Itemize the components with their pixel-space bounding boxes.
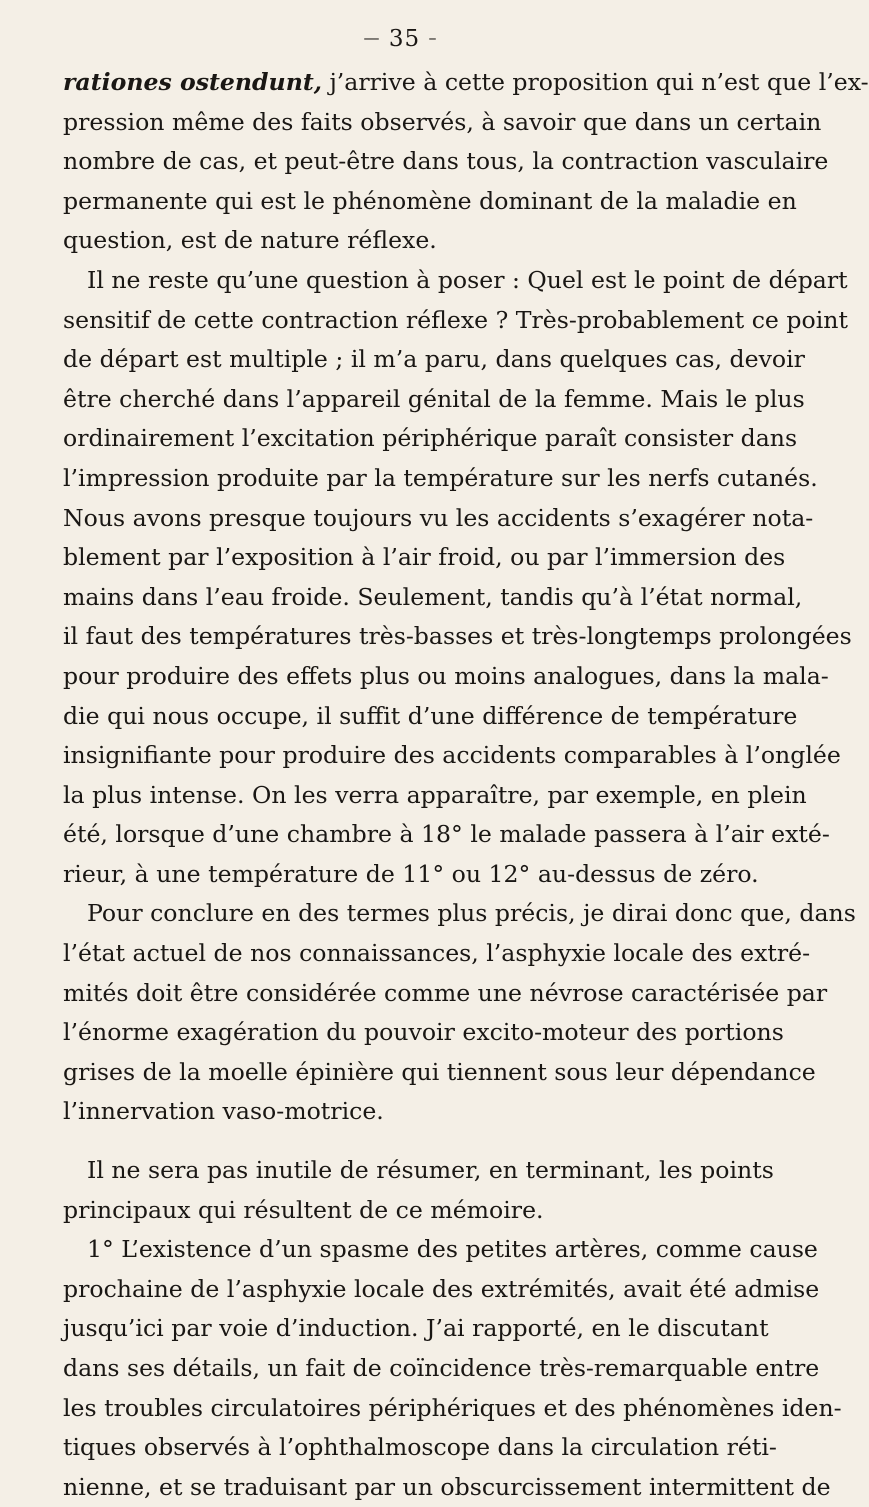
text-line: l’innervation vaso-motrice.	[63, 1097, 384, 1126]
text-line: mains dans l’eau froide. Seulement, tandis qu’à l’état normal,	[63, 582, 803, 611]
latin-phrase: rationes ostendunt,	[63, 68, 322, 96]
text-line: sensitif de cette contraction réflexe ? Très-probablement ce point	[63, 305, 848, 334]
text-line: question, est de nature réflexe.	[63, 226, 437, 255]
text-line: être cherché dans l’appareil génital de la femme. Mais le plus	[63, 384, 805, 413]
text-line: jusqu’ici par voie d’induction. J’ai rapporté, en le discutant	[63, 1314, 769, 1343]
text-line: grises de la moelle épinière qui tiennent sous leur dépendance	[63, 1057, 816, 1086]
text-line: l’état actuel de nos connaissances, l’asphyxie locale des extré-	[63, 939, 811, 968]
text-line: prochaine de l’asphyxie locale des extrémités, avait été admise	[63, 1274, 820, 1303]
body-text	[63, 63, 869, 1507]
text-line: la plus intense. On les verra apparaître, par exemple, en plein	[63, 780, 807, 809]
text-line: nombre de cas, et peut-être dans tous, la contraction vasculaire	[63, 147, 829, 176]
text-line: Il ne sera pas inutile de résumer, en terminant, les points	[87, 1156, 774, 1185]
text-line: blement par l’exposition à l’air froid, ou par l’immersion des	[63, 543, 786, 572]
text-line: tiques observés à l’ophthalmoscope dans la circulation réti-	[63, 1433, 777, 1462]
text-line: l’impression produite par la température sur les nerfs cutanés.	[63, 463, 818, 492]
text-line: permanente qui est le phénomène dominant de la maladie en	[63, 186, 797, 215]
text-line: Nous avons presque toujours vu les accidents s’exagérer nota-	[63, 503, 814, 532]
text-line: de départ est multiple ; il m’a paru, dans quelques cas, devoir	[63, 345, 805, 374]
page-number-dash-left: —	[363, 28, 381, 47]
text-line: 1° L’existence d’un spasme des petites artères, comme cause	[87, 1235, 818, 1264]
text-line: pour produire des effets plus ou moins analogues, dans la mala-	[63, 661, 829, 690]
text-line: l’énorme exagération du pouvoir excito-moteur des portions	[63, 1018, 784, 1047]
text-line: principaux qui résultent de ce mémoire.	[63, 1195, 544, 1224]
text-line: pression même des faits observés, à savoir que dans un certain	[63, 107, 822, 136]
page-number-dash-right: –	[428, 28, 438, 47]
text-line: Pour conclure en des termes plus précis, je dirai donc que, dans	[87, 899, 856, 928]
text-line: dans ses détails, un fait de coïncidence très-remarquable entre	[63, 1354, 820, 1382]
text-line: insignifiante pour produire des accidents comparables à l’onglée	[63, 741, 841, 770]
text-line: die qui nous occupe, il suffit d’une différence de température	[63, 701, 798, 730]
text-line: mités doit être considérée comme une névrose caractérisée par	[63, 978, 828, 1007]
page-number-value: 35	[388, 26, 421, 52]
text-line: les troubles circulatoires périphériques et des phénomènes iden-	[63, 1393, 842, 1422]
text-line: il faut des températures très-basses et très-longtemps prolongées	[63, 622, 852, 651]
text-line: rationes ostendunt, j’arrive à cette proposition qui n’est que l’ex-	[63, 68, 869, 96]
text-line: été, lorsque d’une chambre à 18° le malade passera à l’air exté-	[63, 820, 830, 849]
page-number	[0, 26, 801, 52]
text-line: rieur, à une température de 11° ou 12° au-dessus de zéro.	[63, 859, 759, 888]
text-line: ordinairement l’excitation périphérique paraît consister dans	[63, 424, 798, 453]
text-line: nienne, et se traduisant par un obscurcissement intermittent de	[63, 1472, 831, 1501]
text-line: Il ne reste qu’une question à poser : Quel est le point de départ	[87, 265, 848, 294]
